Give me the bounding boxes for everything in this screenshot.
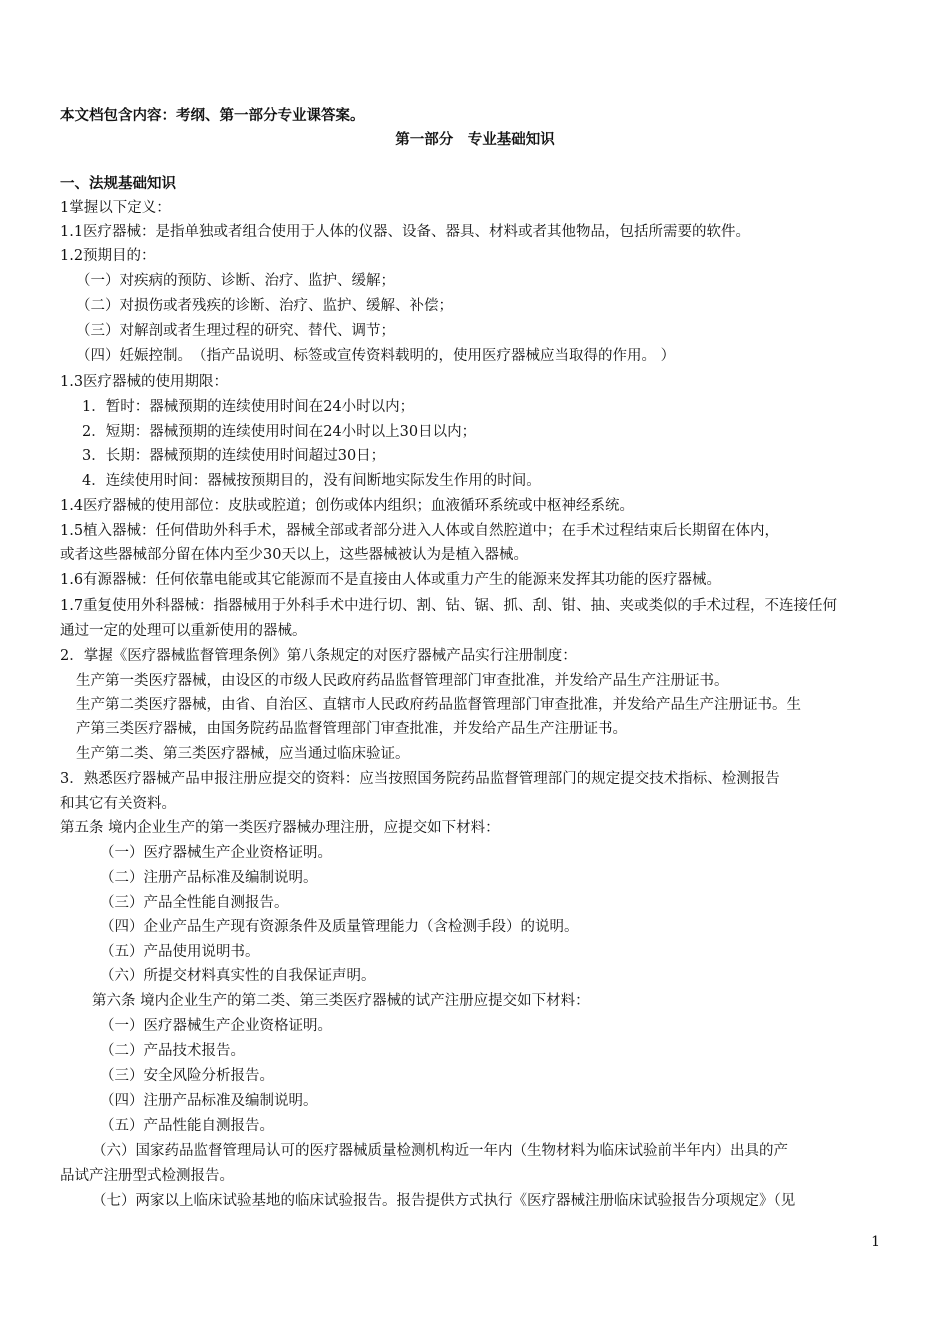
body-line: 1.5植入器械：任何借助外科手术，器械全部或者部分进入人体或自然腔道中；在手术过程结束后长期留在体内， [60,523,780,539]
body-line: 品试产注册型式检测报告。 [60,1168,234,1184]
body-line: 生产第二类医疗器械，由省、自治区、直辖市人民政府药品监督管理部门审查批准，并发给产品生产注册证书。生 [76,697,801,713]
body-line: （三）对解剖或者生理过程的研究、替代、调节； [76,323,395,339]
body-line: 2．掌握《医疗器械监督管理条例》第八条规定的对医疗器械产品实行注册制度： [60,648,577,664]
body-line: （一）医疗器械生产企业资格证明。 [100,1018,332,1034]
body-line: 1掌握以下定义： [60,200,171,216]
body-line: （四）注册产品标准及编制说明。 [100,1093,318,1109]
body-line: （二）注册产品标准及编制说明。 [100,870,318,886]
body-line: 3．长期：器械预期的连续使用时间超过30日； [82,448,386,464]
body-line: （七）两家以上临床试验基地的临床试验报告。报告提供方式执行《医疗器械注册临床试验报告分项规定》（见 [92,1193,796,1209]
section-heading: 一、法规基础知识 [60,175,176,192]
document-header: 本文档包含内容：考纲、第一部分专业课答案。 [60,107,365,124]
body-line: 1.1医疗器械：是指单独或者组合使用于人体的仪器、设备、器具、材料或者其他物品，包括所需要的软件。 [60,224,751,240]
body-line: 1.6有源器械：任何依靠电能或其它能源而不是直接由人体或重力产生的能源来发挥其功能的医疗器械。 [60,572,722,588]
body-line: （六）所提交材料真实性的自我保证声明。 [100,968,376,984]
body-line: （五）产品使用说明书。 [100,944,260,960]
body-line: （三）安全风险分析报告。 [100,1068,274,1084]
body-line: 2．短期：器械预期的连续使用时间在24小时以上30日以内； [82,424,477,440]
body-line: 产第三类医疗器械，由国务院药品监督管理部门审查批准，并发给产品生产注册证书。 [76,721,627,737]
body-line: （一）医疗器械生产企业资格证明。 [100,845,332,861]
body-line: 生产第二类、第三类医疗器械，应当通过临床验证。 [76,746,410,762]
body-line: 第六条 境内企业生产的第二类、第三类医疗器械的试产注册应提交如下材料： [92,993,590,1009]
body-line: 1.2预期目的： [60,248,156,264]
body-line: 4．连续使用时间：器械按预期目的，没有间断地实际发生作用的时间。 [82,473,541,489]
body-line: （一）对疾病的预防、诊断、治疗、监护、缓解； [76,273,395,289]
body-line: 1.3医疗器械的使用期限： [60,374,229,390]
body-line: （五）产品性能自测报告。 [100,1118,274,1134]
body-line: （四）妊娠控制。 （指产品说明、标签或宣传资料载明的，使用医疗器械应当取得的作用。 ） [76,348,676,364]
body-line: 和其它有关资料。 [60,796,176,812]
body-line: 1.4医疗器械的使用部位：皮肤或腔道；创伤或体内组织；血液循环系统或中枢神经系统。 [60,498,635,514]
body-line: （二）对损伤或者残疾的诊断、治疗、监护、缓解、补偿； [76,298,453,314]
body-line: （六）国家药品监督管理局认可的医疗器械质量检测机构近一年内（生物材料为临床试验前半年内）出具的产 [92,1143,788,1159]
body-line: （二）产品技术报告。 [100,1043,245,1059]
body-line: 生产第一类医疗器械，由设区的市级人民政府药品监督管理部门审查批准，并发给产品生产注册证书。 [76,673,729,689]
body-line: 或者这些器械部分留在体内至少30天以上，这些器械被认为是植入器械。 [60,547,528,563]
body-line: 1．暂时：器械预期的连续使用时间在24小时以内； [82,399,415,415]
body-line: （三）产品全性能自测报告。 [100,895,289,911]
body-line: （四）企业产品生产现有资源条件及质量管理能力（含检测手段）的说明。 [100,919,579,935]
body-line: 通过一定的处理可以重新使用的器械。 [60,623,307,639]
body-line: 第五条 境内企业生产的第一类医疗器械办理注册，应提交如下材料： [60,820,500,836]
body-line: 1.7重复使用外科器械：指器械用于外科手术中进行切、割、钻、锯、抓、刮、钳、抽、夹或类似的手术过程，不连接任何 [60,598,838,614]
page-number: 1 [871,1234,880,1250]
part-title: 第一部分 专业基础知识 [395,131,555,148]
body-line: 3．熟悉医疗器械产品申报注册应提交的资料：应当按照国务院药品监督管理部门的规定提交技术指标、检测报告 [60,771,780,787]
